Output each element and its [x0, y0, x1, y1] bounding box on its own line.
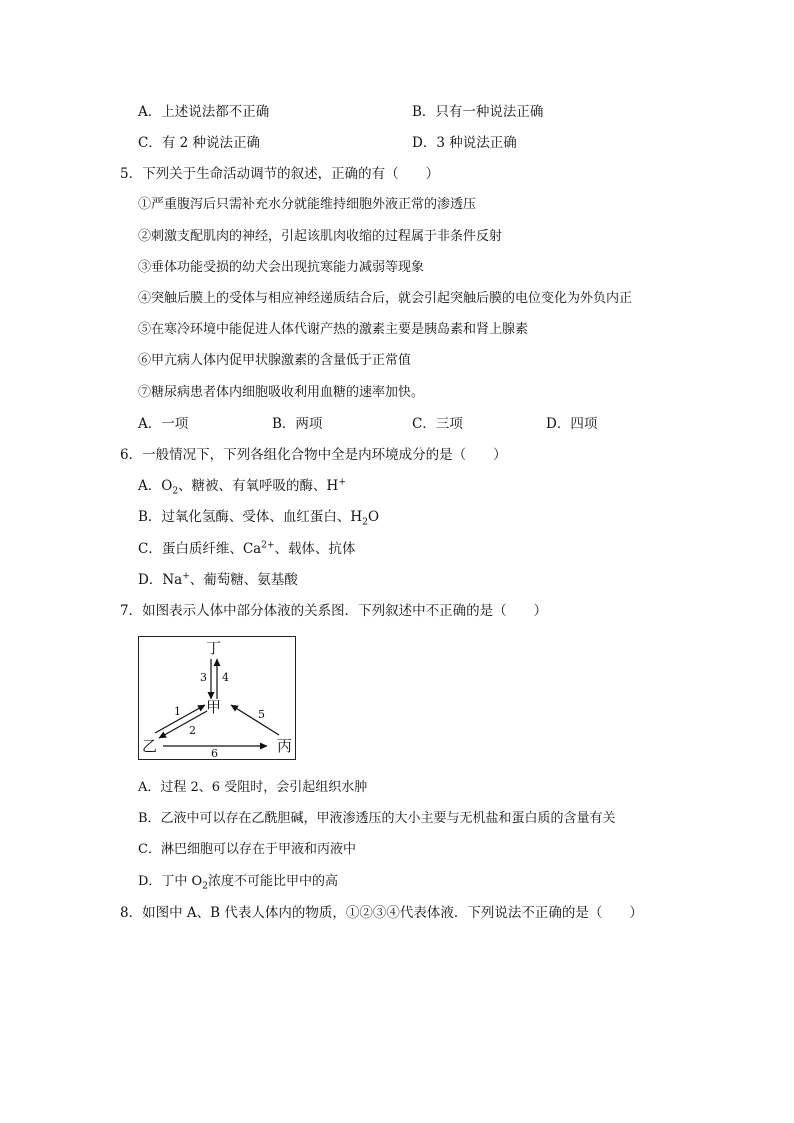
q5-option-b: B．两项: [272, 416, 323, 432]
q6-stem: 6．一般情况下，下列各组化合物中全是内环境成分的是（ ）: [120, 447, 507, 463]
q5-option-a: A．一项: [138, 416, 189, 432]
q7-stem: 7．如图表示人体中部分体液的关系图．下列叙述中不正确的是（ ）: [120, 603, 548, 619]
q5-stem: 5．下列关于生命活动调节的叙述，正确的有（ ）: [120, 166, 440, 182]
q5-item-3: ③垂体功能受损的幼犬会出现抗寒能力减弱等现象: [138, 260, 425, 275]
q6-option-c: C．蛋白质纤维、$Ca^{2+}$、载体、抗体: [138, 540, 356, 557]
node-yi: 乙: [142, 737, 158, 755]
q5-item-5: ⑤在寒冷环境中能促进人体代谢产热的激素主要是胰岛素和肾上腺素: [138, 322, 529, 337]
q5-option-c: C．三项: [412, 416, 463, 432]
q7-option-b: B．乙液中可以存在乙酰胆碱，甲液渗透压的大小主要与无机盐和蛋白质的含量有关: [138, 811, 616, 826]
label-3: 3: [200, 671, 207, 684]
node-bing: 丙: [277, 737, 293, 755]
arrow-2: [159, 711, 207, 738]
label-1: 1: [174, 705, 181, 718]
node-jia: 甲: [206, 698, 222, 716]
label-2: 2: [189, 724, 196, 737]
q5-item-2: ②刺激支配肌肉的神经，引起该肌肉收缩的过程属于非条件反射: [138, 229, 503, 244]
q5-item-1: ①严重腹泻后只需补充水分就能维持细胞外液正常的渗透压: [138, 197, 477, 212]
q6-option-b: B．过氧化氢酶、受体、血红蛋白、$H_2O$: [138, 509, 380, 528]
q8-stem: 8．如图中 A、B 代表人体内的物质，①②③④代表体液．下列说法不正确的是（ ）: [120, 905, 643, 921]
q4-option-d: D．3 种说法正确: [412, 135, 517, 151]
q5-item-7: ⑦糖尿病患者体内细胞吸收利用血糖的速率加快。: [138, 385, 425, 400]
q7-option-d: D．丁中 $O_2$浓度不可能比甲中的高: [138, 874, 338, 892]
q4-option-b: B．只有一种说法正确: [412, 104, 544, 120]
q5-option-d: D．四项: [546, 416, 598, 432]
label-4: 4: [222, 671, 229, 684]
q5-item-6: ⑥甲亢病人体内促甲状腺激素的含量低于正常值: [138, 353, 412, 368]
q4-option-a: A．上述说法都不正确: [138, 104, 270, 120]
q6-option-a: A．$O_2$、糖被、有氧呼吸的酶、H+: [138, 477, 346, 497]
q7-option-a: A．过程 2、6 受阻时，会引起组织水肿: [138, 780, 368, 795]
body-fluid-diagram: [138, 636, 296, 760]
arrow-5: [231, 705, 279, 735]
q4-option-c: C．有 2 种说法正确: [138, 135, 261, 151]
label-5: 5: [258, 708, 265, 721]
node-ding: 丁: [206, 639, 222, 657]
q6-option-d: D．Na+、葡萄糖、氨基酸: [138, 571, 298, 588]
q5-item-4: ④突触后膜上的受体与相应神经递质结合后，就会引起突触后膜的电位变化为外负内正: [138, 291, 633, 306]
label-6: 6: [211, 747, 218, 760]
q7-option-c: C．淋巴细胞可以存在于甲液和丙液中: [138, 842, 356, 857]
